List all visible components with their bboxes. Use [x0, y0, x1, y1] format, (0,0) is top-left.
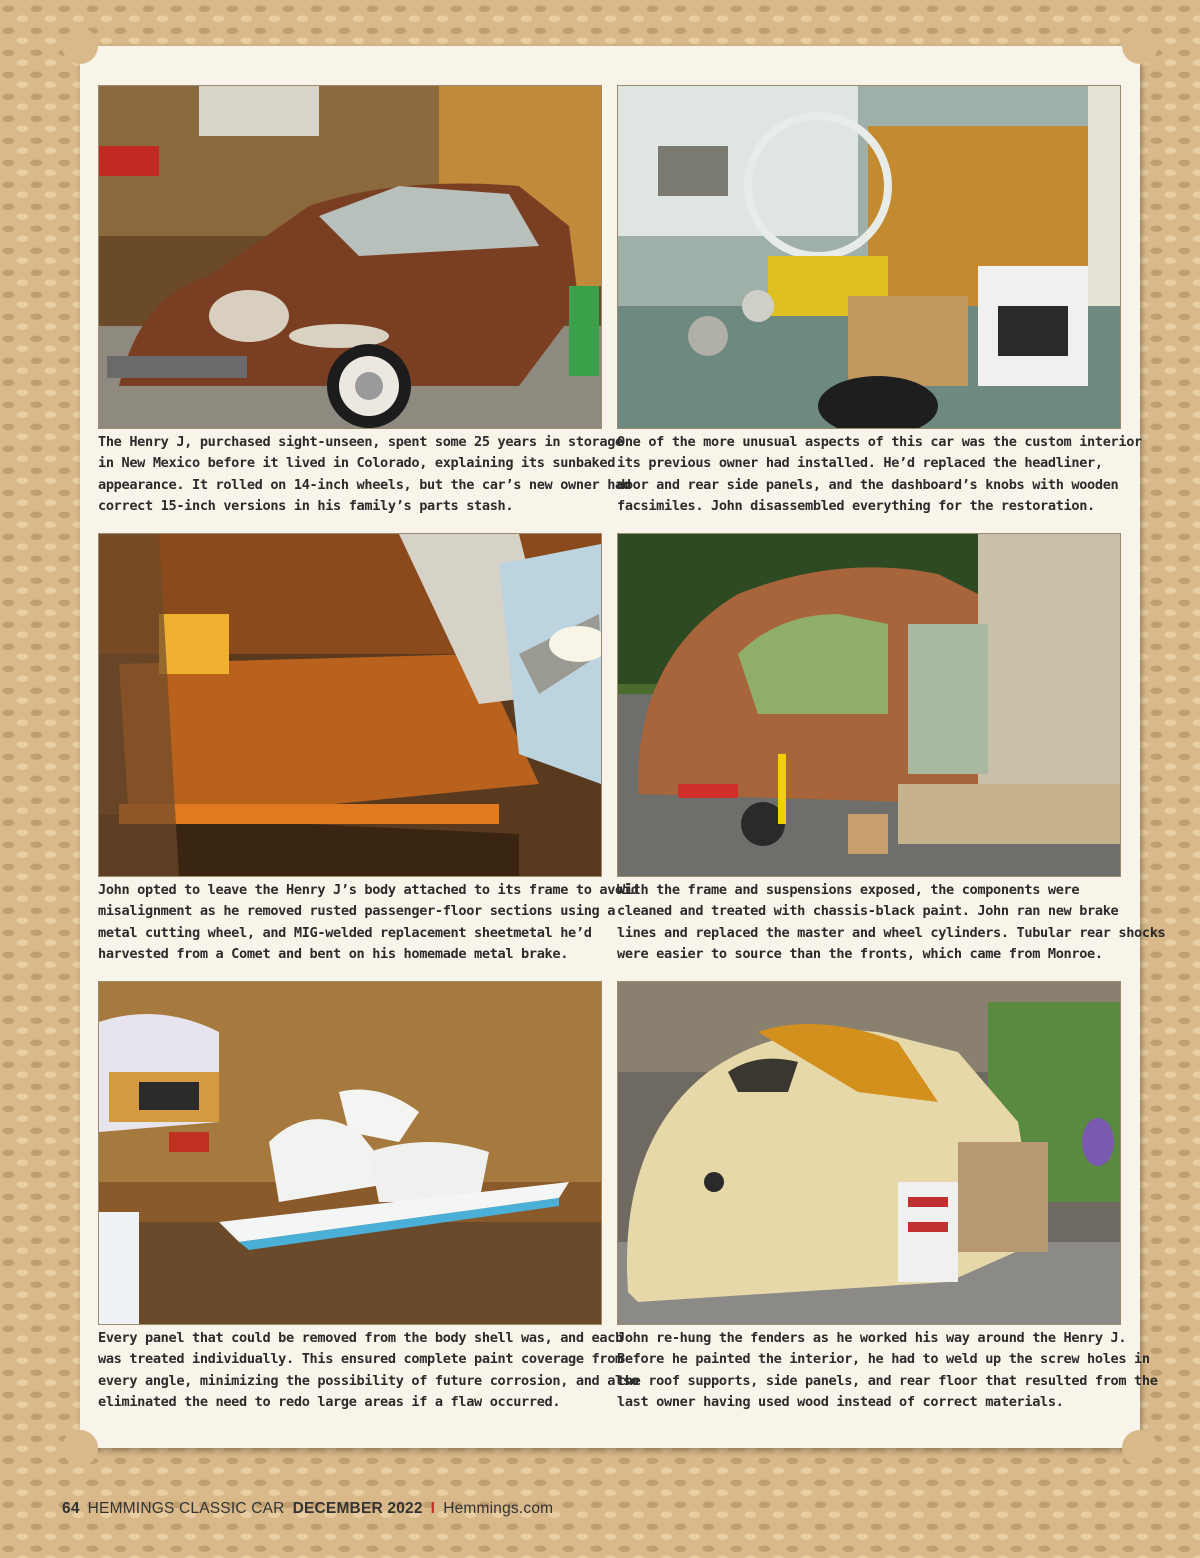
sheet-corner-notch — [1122, 28, 1158, 64]
photo-floor-welding — [98, 533, 602, 877]
photo-exposed-frame — [617, 533, 1121, 877]
caption-line: door and rear side panels, and the dashboard’s knobs with wooden — [617, 476, 1119, 493]
page-footer — [62, 1500, 553, 1518]
photo-removed-panels — [98, 981, 602, 1325]
publication-name: HEMMINGS CLASSIC CAR — [87, 1500, 285, 1517]
caption-line: the roof supports, side panels, and rear floor that resulted from the — [617, 1372, 1158, 1389]
sheet-corner-notch — [1122, 1430, 1158, 1466]
footer-separator: I — [430, 1500, 436, 1517]
caption-line: metal cutting wheel, and MIG-welded replacement sheetmetal he’d — [98, 924, 592, 941]
photo-rusty-car-garage — [98, 85, 602, 429]
sheet-corner-notch — [62, 1430, 98, 1466]
caption-photo-1 — [98, 432, 631, 517]
caption-line: were easier to source than the fronts, which came from Monroe. — [617, 945, 1103, 962]
caption-line: misalignment as he removed rusted passenger-floor sections using a — [98, 903, 616, 920]
issue-date: DECEMBER 2022 — [292, 1500, 423, 1517]
sheet-corner-notch — [62, 28, 98, 64]
caption-line: Before he painted the interior, he had to weld up the screw holes in — [617, 1351, 1150, 1368]
caption-line: correct 15-inch versions in his family’s parts stash. — [98, 497, 514, 514]
caption-line: lines and replaced the master and wheel cylinders. Tubular rear shocks — [617, 924, 1166, 941]
caption-line: With the frame and suspensions exposed, the components were — [617, 882, 1080, 898]
caption-line: One of the more unusual aspects of this car was the custom interior — [617, 434, 1142, 450]
caption-line: every angle, minimizing the possibility of future corrosion, and also — [98, 1372, 639, 1389]
caption-line: cleaned and treated with chassis-black paint. John ran new brake — [617, 903, 1119, 920]
caption-line: John opted to leave the Henry J’s body attached to its frame to avoid — [98, 882, 639, 898]
caption-photo-3 — [98, 880, 639, 965]
caption-line: was treated individually. This ensured complete paint coverage from — [98, 1351, 623, 1368]
caption-photo-6 — [617, 1328, 1158, 1413]
caption-photo-5 — [98, 1328, 639, 1413]
caption-line: Every panel that could be removed from the body shell was, and each — [98, 1330, 623, 1346]
caption-line: harvested from a Comet and bent on his homemade metal brake. — [98, 945, 569, 962]
caption-photo-4 — [617, 880, 1166, 965]
caption-line: eliminated the need to redo large areas if a flaw occurred. — [98, 1393, 561, 1410]
caption-photo-2 — [617, 432, 1142, 517]
photo-disassembled-interior — [617, 85, 1121, 429]
caption-line: its previous owner had installed. He’d replaced the headliner, — [617, 455, 1103, 472]
caption-line: facsimiles. John disassembled everything for the restoration. — [617, 497, 1095, 514]
caption-line: in New Mexico before it lived in Colorado, explaining its sunbaked — [98, 455, 616, 472]
caption-line: The Henry J, purchased sight-unseen, spent some 25 years in storage — [98, 434, 623, 450]
caption-line: last owner having used wood instead of correct materials. — [617, 1393, 1064, 1410]
website-link[interactable]: Hemmings.com — [443, 1500, 554, 1517]
caption-line: appearance. It rolled on 14-inch wheels, but the car’s new owner had — [98, 476, 631, 493]
caption-line: John re-hung the fenders as he worked his way around the Henry J. — [617, 1330, 1127, 1346]
photo-primered-body — [617, 981, 1121, 1325]
photo-sheet — [80, 46, 1166, 1448]
page-number: 64 — [62, 1500, 80, 1517]
